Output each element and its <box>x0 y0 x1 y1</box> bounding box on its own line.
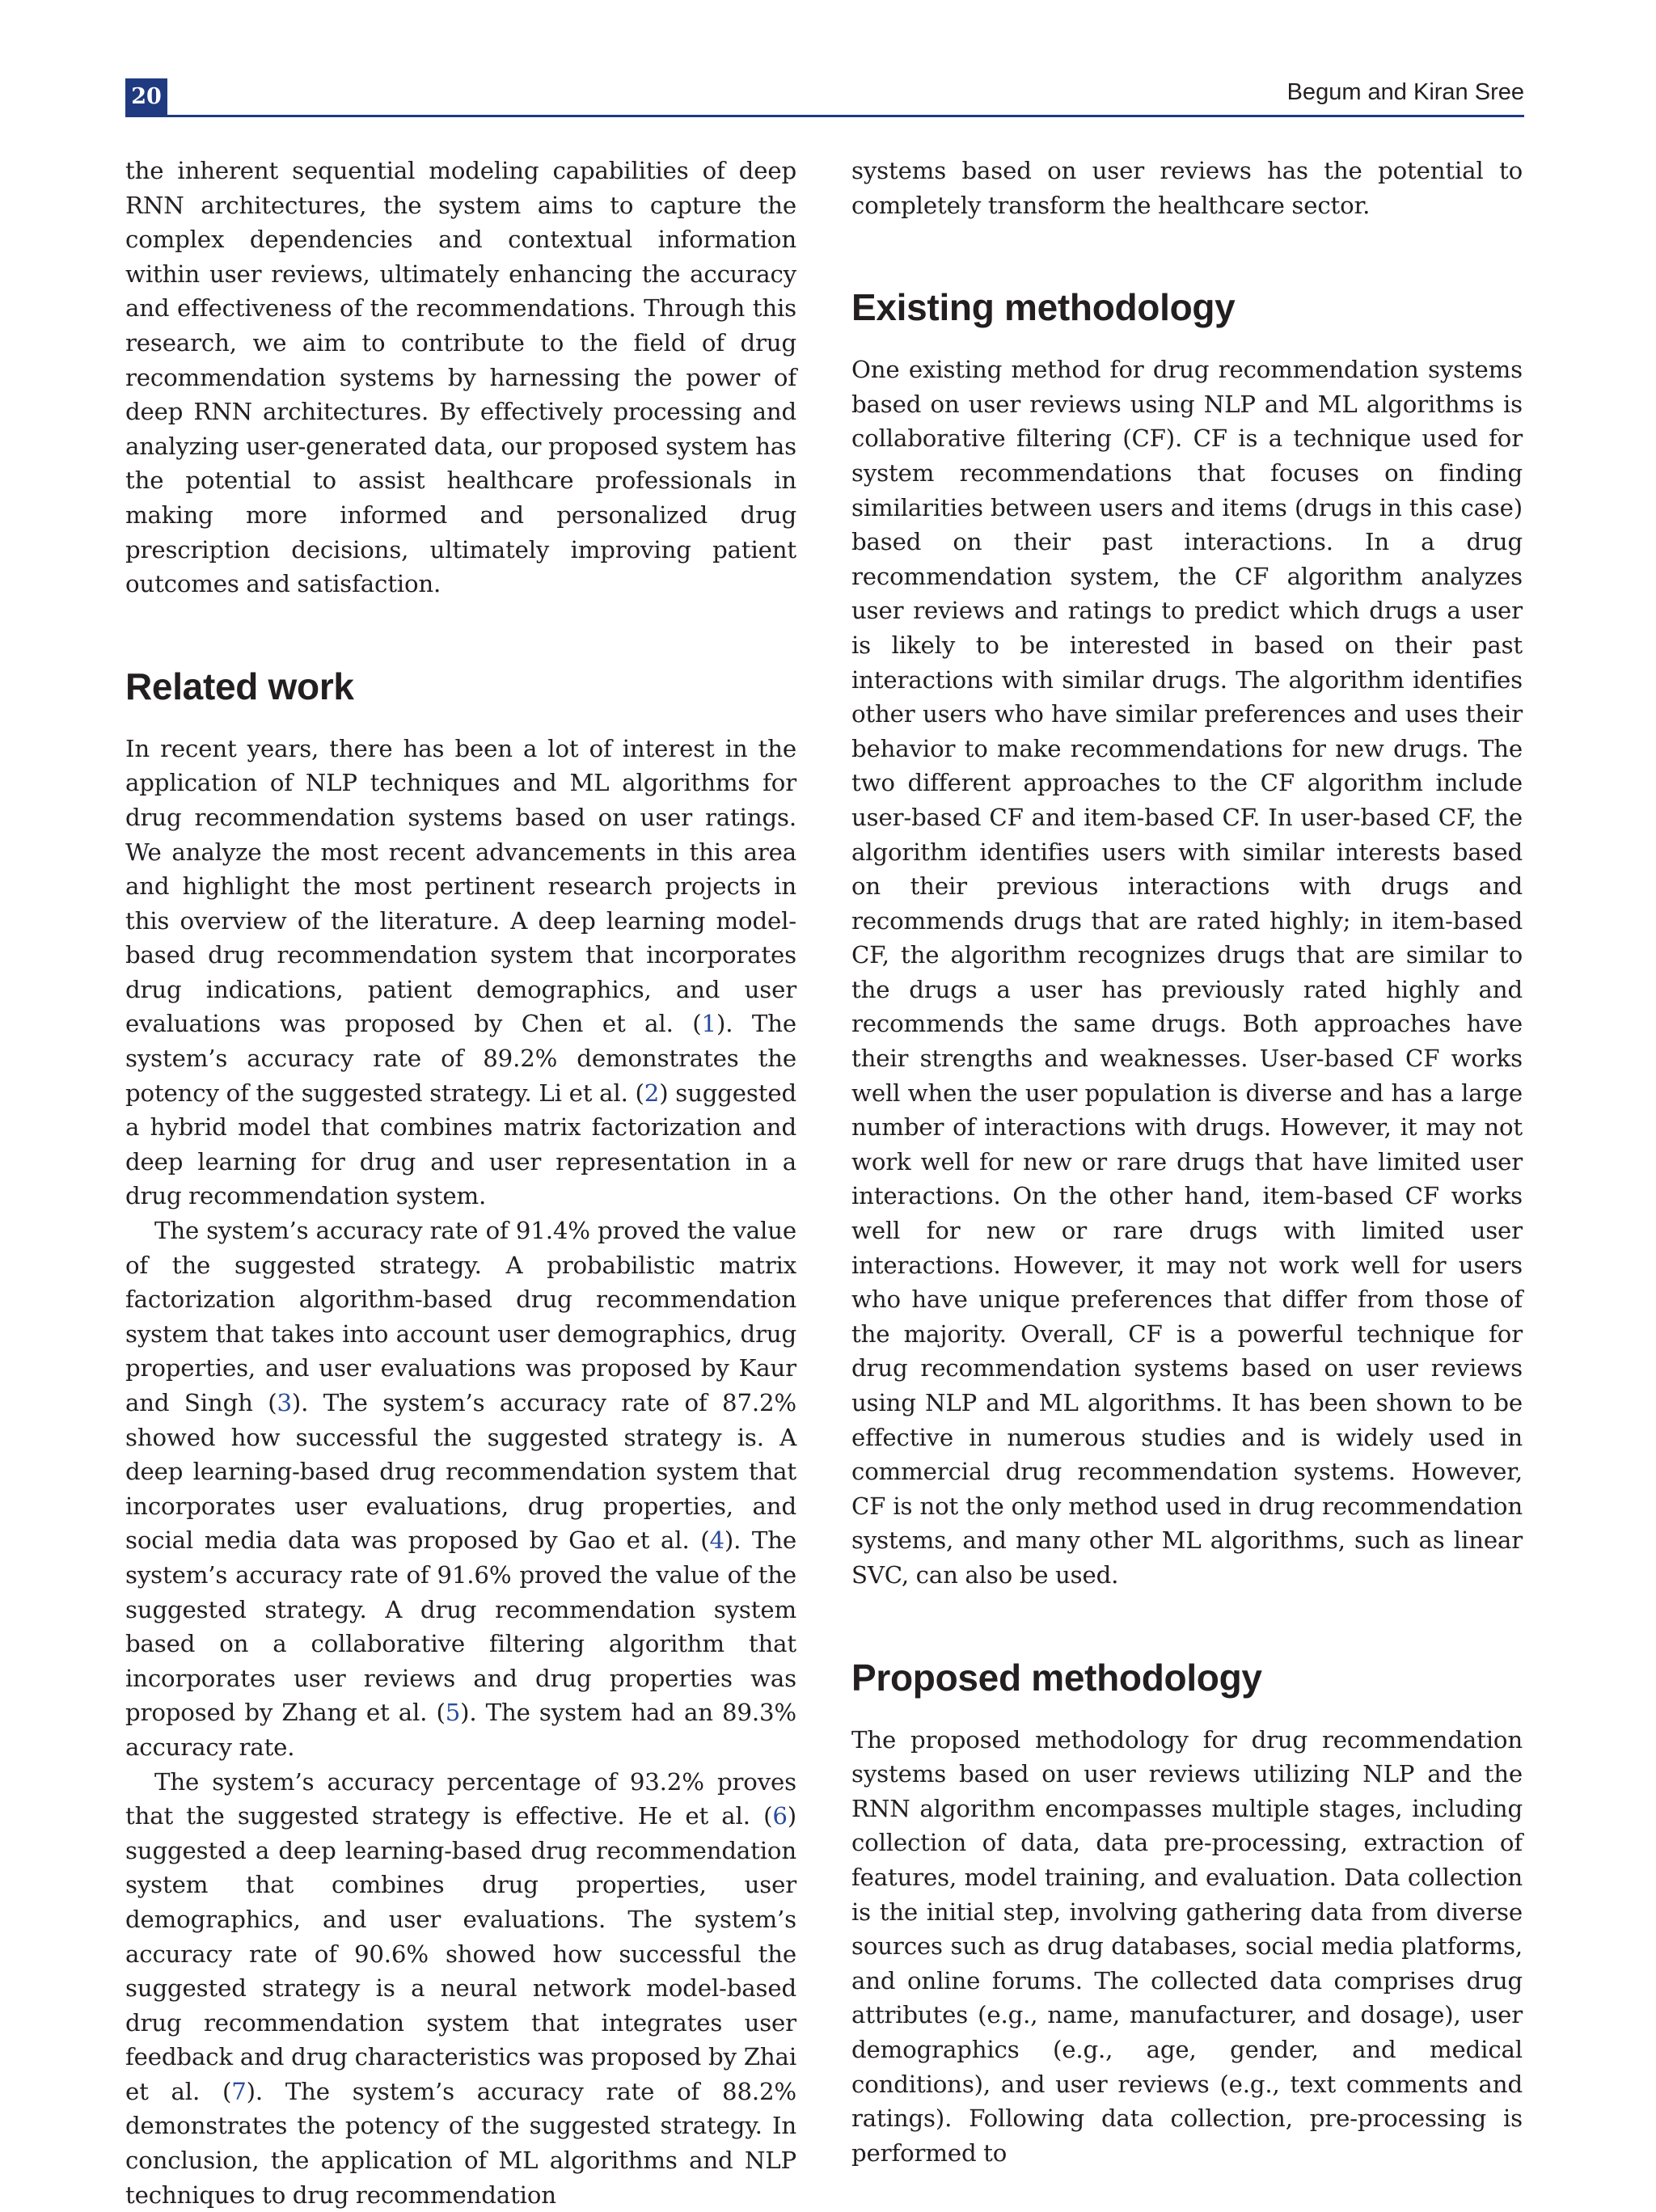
citation-link-4[interactable]: 4 <box>709 1526 724 1555</box>
body-text: In recent years, there has been a lot of interest in the application of NLP techniques and ML algorithms for drug recommendation systems based on user ratings. We analyze the most recent advancements in this area and highlight the most pertinent research projects in this overview of the literature. A deep learning model-based drug recommendation system that incorporates drug indications, patient demographics, and user evaluations was proposed by Chen et al. ( <box>125 734 796 1038</box>
related-work-paragraph-2 <box>125 1214 796 1765</box>
body-text: ) suggested a deep learning-based drug recommendation system that combines drug properties, user demographics, and user evaluations. The system’s accuracy rate of 90.6% showed how successful the suggested strategy is a neural network model-based drug recommendation system that integrates user feedback and drug characteristics was proposed by Zhai et al. ( <box>125 1802 796 2105</box>
existing-methodology-paragraph: One existing method for drug recommendation systems based on user reviews using NLP and ML algorithms is collaborative filtering (CF). CF is a technique used for system recommendations that focuses on finding similarities between users and items (drugs in this case) based on their past interactions. In a drug recommendation system, the CF algorithm analyzes user reviews and ratings to predict which drugs a user is likely to be interested in based on their past interactions with similar drugs. The algorithm identifies other users who have similar preferences and uses their behavior to make recommendations for new drugs. The two different approaches to the CF algorithm include user-based CF and item-based CF. In user-based CF, the algorithm identifies users with similar interests based on their previous interactions with drugs and recommends drugs that are rated highly; in item-based CF, the algorithm recognizes drugs that are similar to the drugs a user has previously rated highly and recommends the same drugs. Both approaches have their strengths and weaknesses. User-based CF works well when the user population is diverse and has a large number of interactions with drugs. However, it may not work well for new or rare drugs that have limited user interactions. On the other hand, item-based CF works well for new or rare drugs with limited user interactions. However, it may not work well for users who have unique preferences that differ from those of the majority. Overall, CF is a powerful technique for drug recommendation systems based on user reviews using NLP and ML algorithms. It has been shown to be effective in numerous studies and is widely used in commercial drug recommendation systems. However, CF is not the only method used in drug recommendation systems, and many other ML algorithms, such as linear SVC, can also be used. <box>851 356 1523 1589</box>
page-number: 20 <box>125 78 167 116</box>
section-spacer <box>851 222 1523 285</box>
intro-paragraph: the inherent sequential modeling capabilities of deep RNN architectures, the system aims to capture the complex dependencies and contextual information within user reviews, ultimately enhancing the accuracy and effectiveness of the recommendations. Through this research, we aim to contribute to the field of drug recommendation systems by harnessing the power of deep RNN architectures. By effectively processing and analyzing user-generated data, our proposed system has the potential to assist healthcare professionals in making more informed and personalized drug prescription decisions, ultimately improving patient outcomes and satisfaction. <box>125 157 796 598</box>
citation-link-6[interactable]: 6 <box>772 1802 788 1830</box>
section-spacer <box>851 330 1523 352</box>
body-text: ). The system’s accuracy rate of 91.6% proved the value of the suggested strategy. A drug recommendation system based on a collaborative filtering algorithm that incorporates user reviews and drug properties was proposed by Zhang et al. ( <box>125 1526 796 1727</box>
body-text: ). The system’s accuracy rate of 89.2% demonstrates the potency of the suggested strategy. Li et al. ( <box>125 1010 796 1107</box>
citation-link-3[interactable]: 3 <box>277 1389 292 1416</box>
proposed-methodology-heading: Proposed methodology <box>851 1656 1262 1699</box>
proposed-methodology-paragraph: The proposed methodology for drug recommendation systems based on user reviews utilizing NLP and the RNN algorithm encompasses multiple stages, including collection of data, data pre-processing, extraction of features, model training, and evaluation. Data collection is the initial step, involving gathering data from diverse sources such as drug databases, social media platforms, and online forums. The collected data comprises drug attributes (e.g., name, manufacturer, and dosage), user demographics (e.g., age, gender, and medical conditions), and user reviews (e.g., text comments and ratings). Following data collection, pre-processing is performed to <box>851 1725 1523 2167</box>
citation-link-5[interactable]: 5 <box>445 1699 461 1727</box>
header-rule <box>125 115 1524 117</box>
related-work-paragraph-1 <box>125 732 796 1214</box>
citation-link-1[interactable]: 1 <box>701 1010 716 1038</box>
body-text: The system’s accuracy rate of 91.4% proved the value of the suggested strategy. A probabilistic matrix factorization algorithm-based drug recommendation system that takes into account user demographics, drug properties, and user evaluations was proposed by Kaur and Singh ( <box>125 1217 796 1416</box>
body-text: ). The system’s accuracy rate of 88.2% demonstrates the potency of the suggested strategy. In conclusion, the application of ML algorithms and NLP techniques to drug recommendation <box>125 2077 797 2209</box>
right-column <box>851 154 1523 2170</box>
citation-link-7[interactable]: 7 <box>231 2077 247 2105</box>
existing-methodology-heading: Existing methodology <box>851 286 1236 329</box>
related-work-paragraph-3 <box>125 1765 796 2212</box>
related-work-heading: Related work <box>125 665 354 707</box>
section-spacer <box>851 1700 1523 1723</box>
left-column <box>125 154 796 2212</box>
body-text: The system’s accuracy percentage of 93.2% proves that the suggested strategy is effective. He et al. ( <box>125 1767 796 1830</box>
section-spacer <box>125 709 796 732</box>
section-spacer <box>125 602 796 664</box>
body-text: ). The system had an 89.3% accuracy rate. <box>125 1699 796 1761</box>
section-spacer <box>851 1593 1523 1655</box>
body-text: ) suggested a hybrid model that combines matrix factorization and deep learning for drug and user representation in a drug recommendation system. <box>125 1079 796 1210</box>
body-text: ). The system’s accuracy rate of 87.2% showed how successful the suggested strategy is. A deep learning-based drug recommendation system that incorporates user evaluations, drug properties, and social media data was proposed by Gao et al. ( <box>125 1389 796 1555</box>
running-head: Begum and Kiran Sree <box>1286 79 1524 105</box>
citation-link-2[interactable]: 2 <box>644 1079 660 1107</box>
continuation-paragraph: systems based on user reviews has the potential to completely transform the healthcare sector. <box>851 157 1523 219</box>
